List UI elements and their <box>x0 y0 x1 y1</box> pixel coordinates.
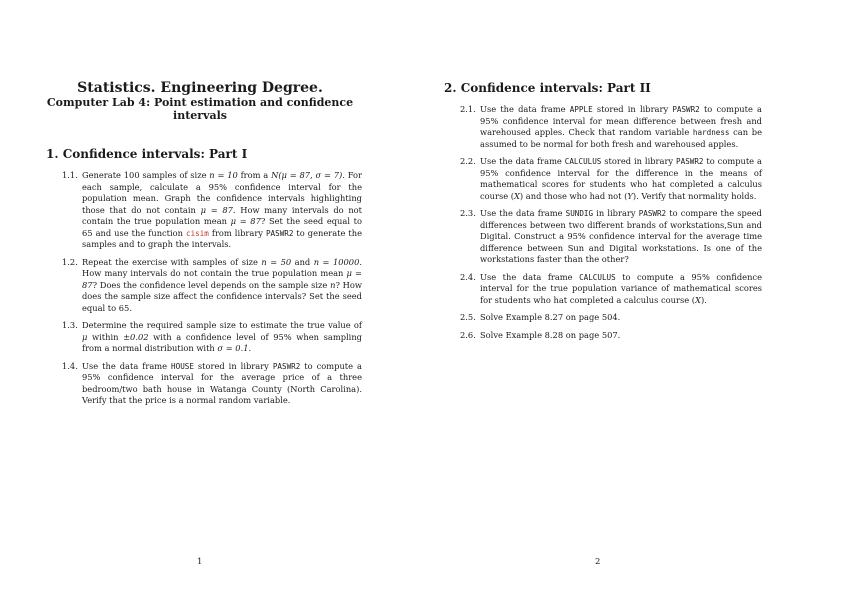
exercise-number: 2.4. <box>460 271 476 282</box>
code-dataframe-name: HOUSE <box>171 361 194 371</box>
exercise-number: 2.1. <box>460 104 476 114</box>
exercise-number: 2.2. <box>460 156 476 166</box>
code-library-name: PASWR2 <box>265 228 294 238</box>
exercise-number: 2.5. <box>460 312 476 322</box>
exercise-item: 2.3. Use the data frame SUNDIG in library PASWR2 to compare the speed differences between two different brands of workstations,Sun and Digital. Construct a 95% confidence interval for the average time difference between Sun and Digital workstations. Is one of the workstations faster than the other? <box>460 208 762 264</box>
code-variable-name: hardness <box>692 128 730 137</box>
exercise-item: 1.4. Use the data frame HOUSE stored in library PASWR2 to compute a 95% confidence interval for the average price of a three bedroom/two bath house in Watanga County (North Carolina). Verify that the price is a normal random variable. <box>62 360 362 405</box>
exercise-item: 2.4. Use the data frame CALCULUS to compute a 95% confidence interval for the true population variance of mathematical scores for students who hat completed a calculus course (X). <box>460 271 762 305</box>
exercise-number: 1.3. <box>62 320 78 330</box>
code-library-name: PASWR2 <box>672 105 700 114</box>
exercise-list-part-2 <box>460 104 762 347</box>
code-function-name: cisim <box>186 228 209 238</box>
code-library-name: PASWR2 <box>676 157 704 166</box>
section-number: 1. <box>46 147 59 161</box>
exercise-item: 2.5. Solve Example 8.27 on page 504. <box>460 312 621 322</box>
code-library-name: PASWR2 <box>272 361 301 371</box>
code-dataframe-name: CALCULUS <box>564 157 602 166</box>
code-dataframe-name: APPLE <box>569 105 593 114</box>
exercise-item: 1.3. Determine the required sample size to estimate the true value of μ within ±0.02 with a confidence level of 95% when sampling from a normal distribution with σ = 0.1. <box>62 320 362 353</box>
exercise-number: 1.2. <box>62 256 78 267</box>
section-title: Confidence intervals: Part I <box>62 147 248 161</box>
exercise-item: 2.1. Use the data frame APPLE stored in library PASWR2 to compute a 95% confidence interval for mean difference between fresh and warehoused apples. Check that random variable hardness can be assumed to be normal for both fresh and warehoused apples. <box>460 104 762 149</box>
page-number: 2 <box>595 557 601 567</box>
exercise-number: 2.6. <box>460 329 476 340</box>
section-title: Confidence intervals: Part II <box>460 81 651 95</box>
code-dataframe-name: CALCULUS <box>579 272 616 282</box>
exercise-list-part-1 <box>62 170 362 413</box>
exercise-item: 1.2. Repeat the exercise with samples of size n = 50 and n = 10000. How many intervals do not contain the true population mean μ = 87? Does the confidence level depends on the sample size n? How does the sample size affect the confidence intervals? Set the seed equal to 65. <box>62 256 362 313</box>
exercise-number: 1.4. <box>62 360 78 371</box>
section-number: 2. <box>444 81 457 95</box>
document-title: Statistics. Engineering Degree. <box>77 80 323 96</box>
subtitle-line-1: Computer Lab 4: Point estimation and confidence <box>46 96 354 109</box>
section-heading-1 <box>46 147 247 161</box>
code-library-name: PASWR2 <box>638 209 667 218</box>
page-number: 1 <box>197 557 203 567</box>
section-heading-2 <box>444 81 651 95</box>
page-2 <box>424 0 848 599</box>
exercise-number: 1.1. <box>62 170 78 180</box>
document-subtitle <box>40 96 360 122</box>
exercise-item: 2.6. Solve Example 8.28 on page 507. <box>460 329 621 340</box>
exercise-item: 1.1. Generate 100 samples of size n = 10 from a N(μ = 87, σ = 7). For each sample, calculate a 95% confidence interval for the population mean. Graph the confidence intervals highlighting those that do not contain μ = 87. How many intervals do not contain the true population mean μ = 87? Set the seed equal to 65 and use the function cisim from library PASWR2 to generate the samples and to graph the intervals. <box>62 170 363 249</box>
subtitle-line-2: intervals <box>173 109 227 122</box>
exercise-item: 2.2. Use the data frame CALCULUS stored in library PASWR2 to compute a 95% confidence interval for the difference in the means of mathematical scores for students who hat completed a calculus course (X) and those who had not (Y). Verify that normality holds. <box>460 156 762 201</box>
code-dataframe-name: SUNDIG <box>565 209 594 218</box>
exercise-number: 2.3. <box>460 208 476 218</box>
